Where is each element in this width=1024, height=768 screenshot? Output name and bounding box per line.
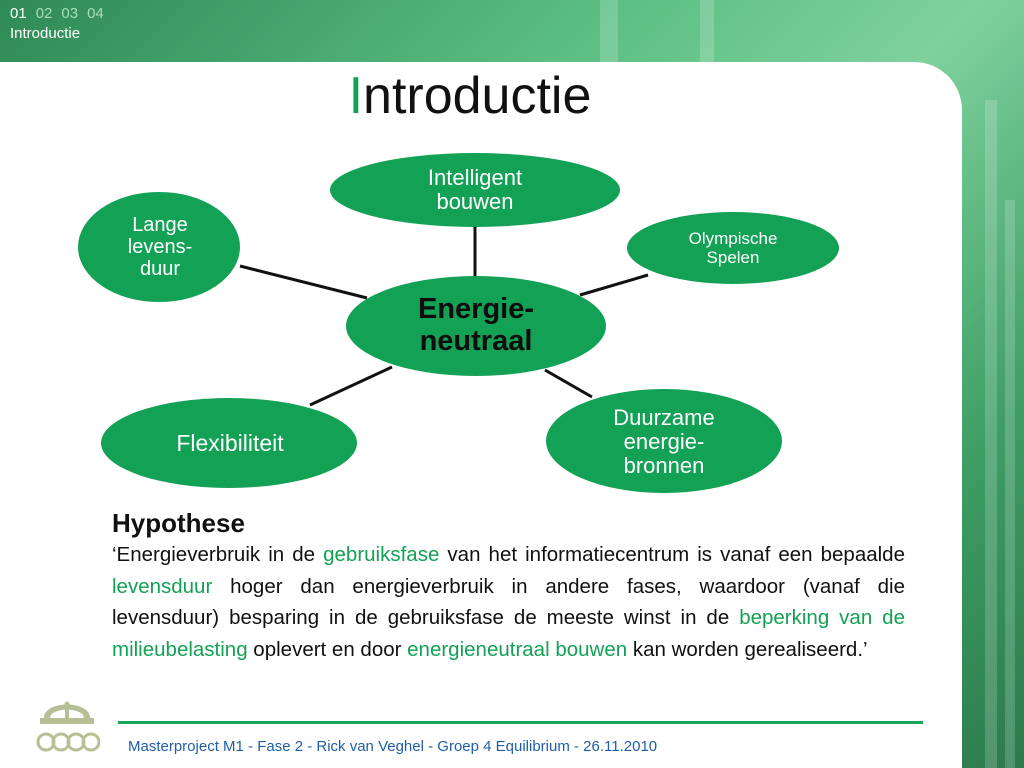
node-olympic-label	[630, 224, 836, 274]
node-intelligent-label	[330, 156, 620, 224]
nav-item-01[interactable]: 01	[10, 5, 27, 22]
node-intelligent-line2: bouwen	[436, 189, 514, 214]
slide-title-rest: ntroductie	[363, 67, 592, 125]
node-duurzaam-label	[546, 398, 782, 486]
node-olympic-line2: Spelen	[706, 248, 760, 267]
connector-flex	[310, 367, 392, 405]
node-lange-line2: levens-	[127, 236, 193, 258]
node-flex-line1: Flexibiliteit	[176, 430, 284, 457]
center-node-label	[346, 290, 606, 362]
node-duurzaam-line3: bronnen	[623, 453, 705, 479]
node-duurzaam-line2: energie-	[623, 428, 705, 454]
hyp-seg-4: hoger dan energieverbruik in andere fases, waardoor (vanaf die levensduur) besparing in de gebruiksfase de meeste winst in de	[112, 574, 905, 629]
hyp-seg-6: oplevert en door	[247, 637, 408, 661]
center-node-line1: Energie-	[417, 293, 535, 326]
center-node-line2: neutraal	[419, 325, 533, 357]
hyp-seg-3-highlight: levensduur	[112, 574, 213, 598]
hypothesis-block	[112, 508, 905, 665]
slide-title-initial: I	[348, 67, 364, 125]
node-lange-line1: Lange	[132, 214, 188, 236]
node-flex-label	[102, 424, 358, 464]
footer-text: Masterproject M1 - Fase 2 - Rick van Veghel - Groep 4 Equilibrium - 26.11.2010	[128, 738, 658, 755]
nav-item-03[interactable]: 03	[61, 5, 79, 22]
nav-item-04[interactable]: 04	[87, 5, 104, 22]
olympic-information-logo-icon	[34, 680, 100, 760]
current-section-label: Introductie	[10, 25, 81, 42]
node-lange-label	[80, 202, 240, 292]
connector-duurzaam	[545, 370, 592, 397]
node-lange-line3: duur	[139, 258, 181, 280]
hyp-seg-7-highlight: energieneutraal bouwen	[407, 637, 628, 661]
hyp-seg-8: kan worden gerealiseerd.’	[627, 637, 868, 661]
hyp-seg-1-highlight: gebruiksfase	[323, 543, 440, 566]
hyp-seg-0: ‘Energieverbruik in de	[112, 543, 324, 566]
hyp-seg-5-highlight: beperking van de milieubelasting	[112, 606, 905, 661]
node-duurzaam-line1: Duurzame	[613, 404, 715, 430]
hypothesis-text	[112, 539, 905, 665]
hypothesis-title: Hypothese	[112, 508, 245, 538]
hyp-seg-2: van het informatiecentrum is vanaf een bepaalde	[439, 543, 905, 566]
footer-divider	[118, 721, 923, 724]
nav-item-02[interactable]: 02	[35, 5, 53, 22]
node-olympic-line1: Olympische	[688, 229, 778, 249]
node-intelligent-line1: Intelligent	[427, 164, 523, 190]
